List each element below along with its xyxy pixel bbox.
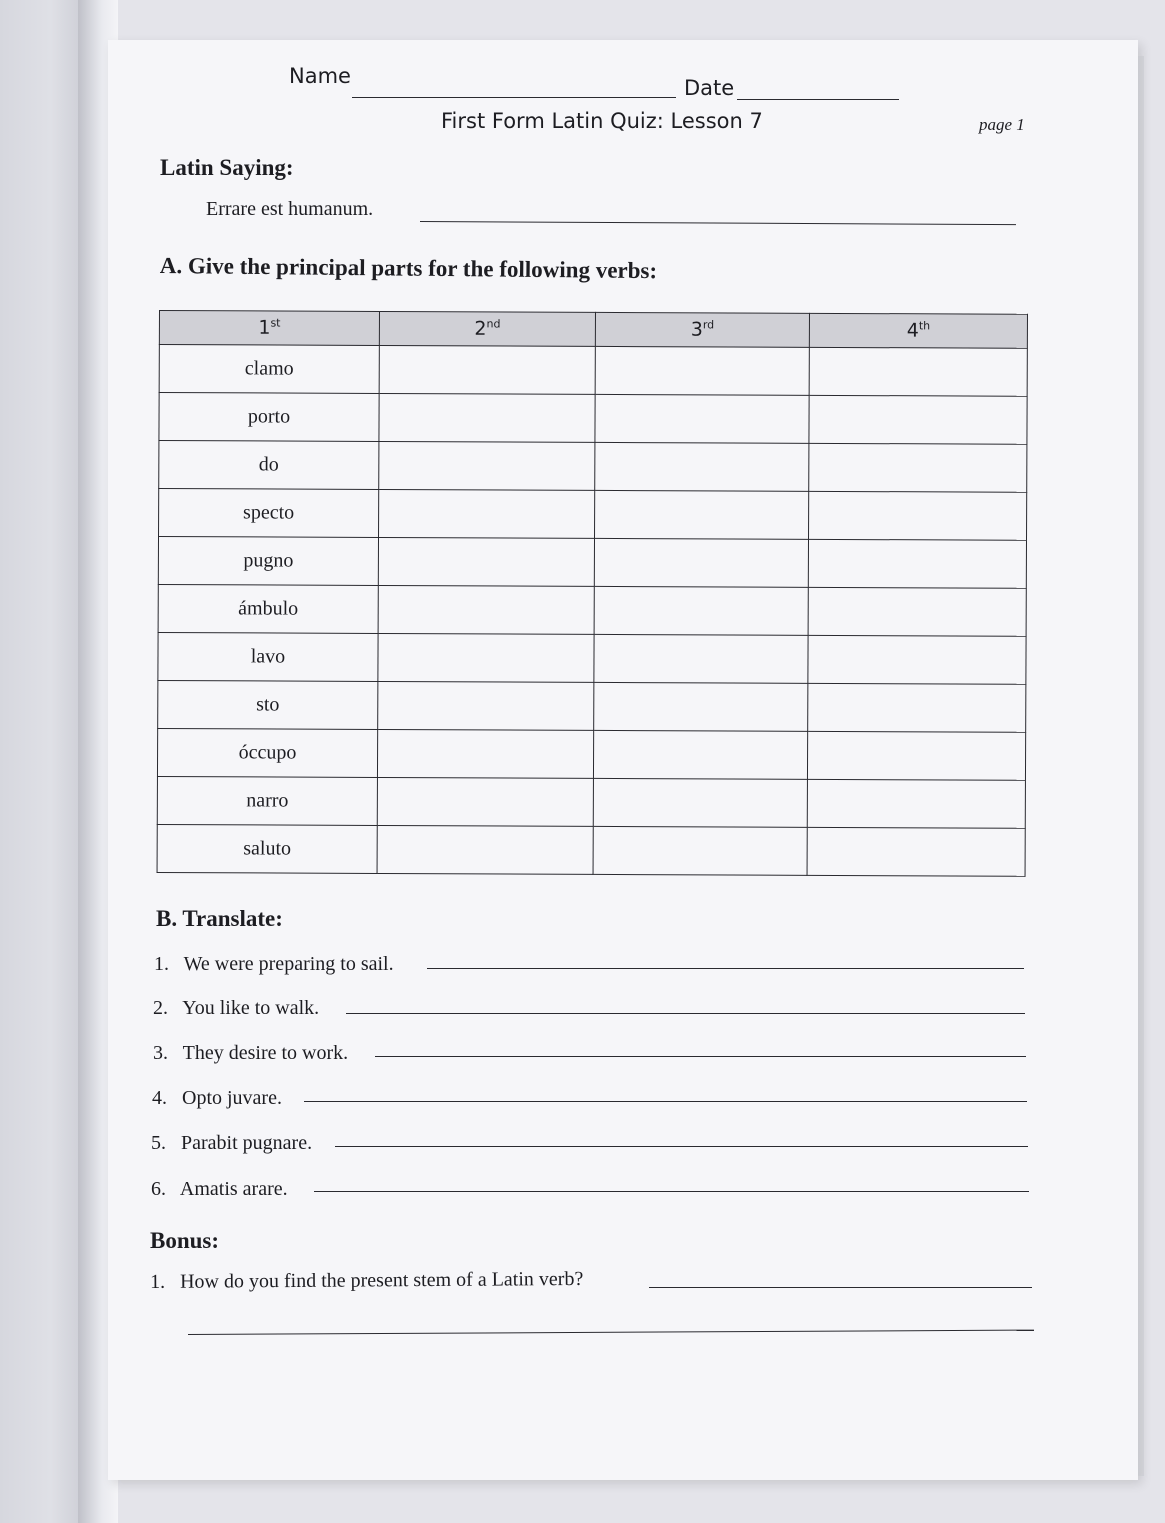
table-row [158,537,1026,589]
answer-cell[interactable] [378,681,594,730]
verb-cell: pugno [158,537,378,586]
table-row [157,776,1025,828]
column-header-3rd: 3rd [595,312,809,347]
table-row [158,584,1026,636]
translate-item-1 [154,953,394,976]
verb-cell: óccupo [157,728,377,777]
answer-cell[interactable] [377,825,593,874]
principal-parts-table [157,310,1028,877]
verb-cell: saluto [157,824,377,873]
translate-item-3 [153,1042,348,1065]
answer-cell[interactable] [808,635,1026,684]
answer-cell[interactable] [809,491,1027,540]
answer-cell[interactable] [379,489,595,538]
answer-cell[interactable] [807,827,1025,876]
translate-answer-line-3[interactable] [375,1056,1026,1057]
answer-cell[interactable] [595,346,809,395]
item-text: Parabit pugnare. [181,1132,313,1154]
item-number: 3. [153,1042,168,1064]
answer-cell[interactable] [595,394,809,443]
item-number: 1. [150,1270,166,1293]
table-row [157,824,1025,876]
item-text: How do you find the present stem of a Latin verb? [179,1267,584,1293]
translate-answer-line-2[interactable] [346,1013,1025,1014]
item-text: Opto juvare. [182,1087,282,1109]
translate-item-2 [153,997,319,1020]
answer-cell[interactable] [809,443,1027,492]
bonus-item-1 [150,1268,583,1294]
translate-item-6 [151,1178,288,1201]
item-number: 6. [151,1178,166,1200]
table-row [159,489,1027,541]
latin-saying-heading: Latin Saying: [160,155,294,180]
table-row [158,632,1026,684]
latin-saying-text: Errare est humanum. [206,198,374,220]
table-row [157,728,1025,780]
item-text: They desire to work. [182,1042,349,1064]
quiz-title: First Form Latin Quiz: Lesson 7 [441,109,763,133]
answer-cell[interactable] [808,587,1026,636]
name-field[interactable] [352,97,676,98]
answer-cell[interactable] [378,537,594,586]
date-field[interactable] [737,99,899,100]
item-number: 2. [153,997,168,1019]
table-row [159,441,1027,493]
date-label: Date [684,76,735,100]
translate-answer-line-1[interactable] [427,968,1024,969]
answer-cell[interactable] [594,634,808,683]
item-number: 5. [151,1132,166,1154]
answer-cell[interactable] [593,730,807,779]
item-number: 1. [154,953,169,975]
translate-answer-line-4[interactable] [304,1101,1027,1102]
verb-cell: porto [159,393,379,442]
answer-cell[interactable] [807,779,1025,828]
item-text: Amatis arare. [179,1178,288,1200]
answer-cell[interactable] [595,442,809,491]
table-header-row [159,311,1027,349]
answer-cell[interactable] [808,539,1026,588]
answer-cell[interactable] [377,777,593,826]
answer-cell[interactable] [594,538,808,587]
item-text: We were preparing to sail. [183,953,394,975]
answer-cell[interactable] [809,347,1027,396]
item-text: You like to walk. [182,997,320,1019]
answer-cell[interactable] [378,585,594,634]
section-b-heading: B. Translate: [156,906,283,931]
answer-cell[interactable] [808,683,1026,732]
verb-cell: ámbulo [158,584,378,633]
answer-cell[interactable] [593,778,807,827]
answer-cell[interactable] [593,826,807,875]
table-row [158,680,1026,732]
translate-answer-line-5[interactable] [335,1146,1028,1147]
verb-cell: specto [159,489,379,538]
bonus-heading: Bonus: [150,1228,220,1253]
answer-cell[interactable] [594,682,808,731]
verb-cell: clamo [159,345,379,394]
answer-cell[interactable] [594,586,808,635]
answer-cell[interactable] [807,731,1025,780]
column-header-1st: 1st [159,311,379,346]
answer-cell[interactable] [379,345,595,394]
verb-cell: do [159,441,379,490]
verb-cell: lavo [158,632,378,681]
translate-answer-line-6[interactable] [314,1191,1029,1192]
answer-cell[interactable] [377,729,593,778]
bonus-answer-line-1[interactable] [649,1287,1032,1288]
answer-cell[interactable] [379,441,595,490]
translate-item-4 [152,1087,282,1110]
item-number: 4. [152,1087,167,1109]
answer-cell[interactable] [595,490,809,539]
section-a-heading: A. Give the principal parts for the following verbs: [159,253,658,284]
answer-cell[interactable] [809,395,1027,444]
table-row [159,393,1027,445]
column-header-2nd: 2nd [379,311,595,346]
verb-cell: narro [157,776,377,825]
table-row [159,345,1027,397]
page-number: page 1 [979,115,1025,134]
name-label: Name [289,64,351,88]
column-header-4th: 4th [809,313,1027,348]
answer-cell[interactable] [379,393,595,442]
verb-cell: sto [158,680,378,729]
answer-cell[interactable] [378,633,594,682]
translate-item-5 [151,1132,312,1155]
